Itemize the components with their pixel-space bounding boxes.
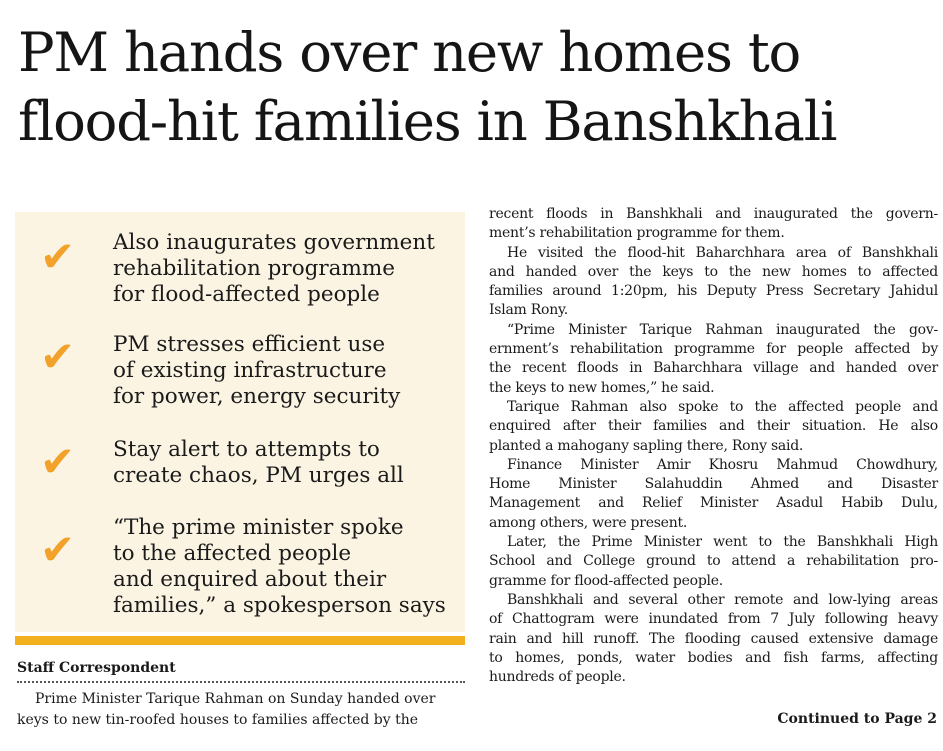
article-line: to homes, ponds, water bodies and fish farms, affecting (489, 649, 938, 666)
highlight-text (113, 437, 458, 489)
article-line: enquired after their families and their situation. He also (489, 418, 938, 435)
article-line: ment’s rehabilitation programme for them. (489, 225, 785, 242)
checkmark-icon: ✔ (40, 437, 76, 486)
article-line: Later, the Prime Minister went to the Banshkhali High (507, 534, 938, 551)
highlight-text (113, 515, 458, 619)
highlight-line: Also inaugurates government (113, 230, 435, 255)
lead-line: keys to new tin-roofed houses to families affected by the (17, 712, 419, 728)
article-line: hundreds of people. (489, 669, 626, 686)
headline-line: PM hands over new homes to (18, 21, 801, 84)
article-line: Management and Relief Minister Asadul Habib Dulu, (489, 495, 938, 512)
highlight-line: for power, energy security (113, 384, 401, 409)
article-line: families around 1:20pm, his Deputy Press Secretary Jahidul (489, 283, 938, 300)
article-line: recent floods in Banshkhali and inaugurated the govern- (489, 206, 938, 222)
article-line: the recent floods in Baharchhara village and handed over (489, 360, 938, 377)
checkmark-icon: ✔ (40, 332, 76, 381)
highlight-line: create chaos, PM urges all (113, 463, 404, 488)
article-line: rain and hill runoff. The flooding caused extensive damage (489, 630, 938, 647)
article-line: and handed over the keys to the new homes to affected (489, 263, 938, 280)
article-line: “Prime Minister Tarique Rahman inaugurated the gov- (507, 321, 938, 338)
article-line: of Chattogram were inundated from 7 July following heavy (489, 611, 938, 628)
lead-line: Prime Minister Tarique Rahman on Sunday handed over (35, 691, 436, 707)
article-line: Finance Minister Amir Khosru Mahmud Chowdhury, (507, 456, 938, 473)
article-line: He visited the flood-hit Baharchhara area of Banshkhali (507, 244, 938, 261)
article-line: among others, were present. (489, 514, 688, 531)
highlight-line: of existing infrastructure (113, 358, 387, 383)
article-line: gramme for flood-affected people. (489, 572, 724, 589)
byline: Staff Correspondent (17, 659, 465, 683)
article-column (489, 205, 938, 687)
highlight-line: to the affected people (113, 541, 352, 566)
headline (18, 18, 933, 156)
lead-paragraph (17, 689, 465, 731)
article-line: Banshkhali and several other remote and low-lying areas (507, 591, 938, 608)
highlight-line: families,” a spokesperson says (113, 593, 446, 618)
highlight-line: PM stresses efficient use (113, 332, 386, 357)
highlights-box (15, 212, 465, 632)
checkmark-icon: ✔ (40, 232, 76, 281)
article-line: Tarique Rahman also spoke to the affected people and (507, 398, 938, 415)
highlight-line: and enquired about their (113, 567, 387, 592)
article-line: ernment’s rehabilitation programme for people affected by (489, 341, 938, 358)
checkmark-icon: ✔ (40, 525, 76, 574)
article-line: the keys to new homes,” he said. (489, 379, 715, 396)
highlight-line: Stay alert to attempts to (113, 437, 380, 462)
highlight-line: “The prime minister spoke (113, 515, 404, 540)
headline-line: flood-hit families in Banshkhali (18, 90, 837, 153)
article-line: planted a mahogany sapling there, Rony said. (489, 437, 804, 454)
highlight-text (113, 332, 458, 410)
highlights-rule (15, 636, 465, 645)
article-line: School and College ground to attend a rehabilitation pro- (489, 553, 938, 570)
highlight-line: rehabilitation programme (113, 256, 395, 281)
article-line: Islam Rony. (489, 302, 569, 319)
highlight-line: for flood-affected people (113, 282, 380, 307)
highlight-text (113, 230, 458, 308)
continued-label: Continued to Page 2 (777, 711, 937, 727)
article-line: Home Minister Salahuddin Ahmed and Disaster (489, 476, 938, 493)
